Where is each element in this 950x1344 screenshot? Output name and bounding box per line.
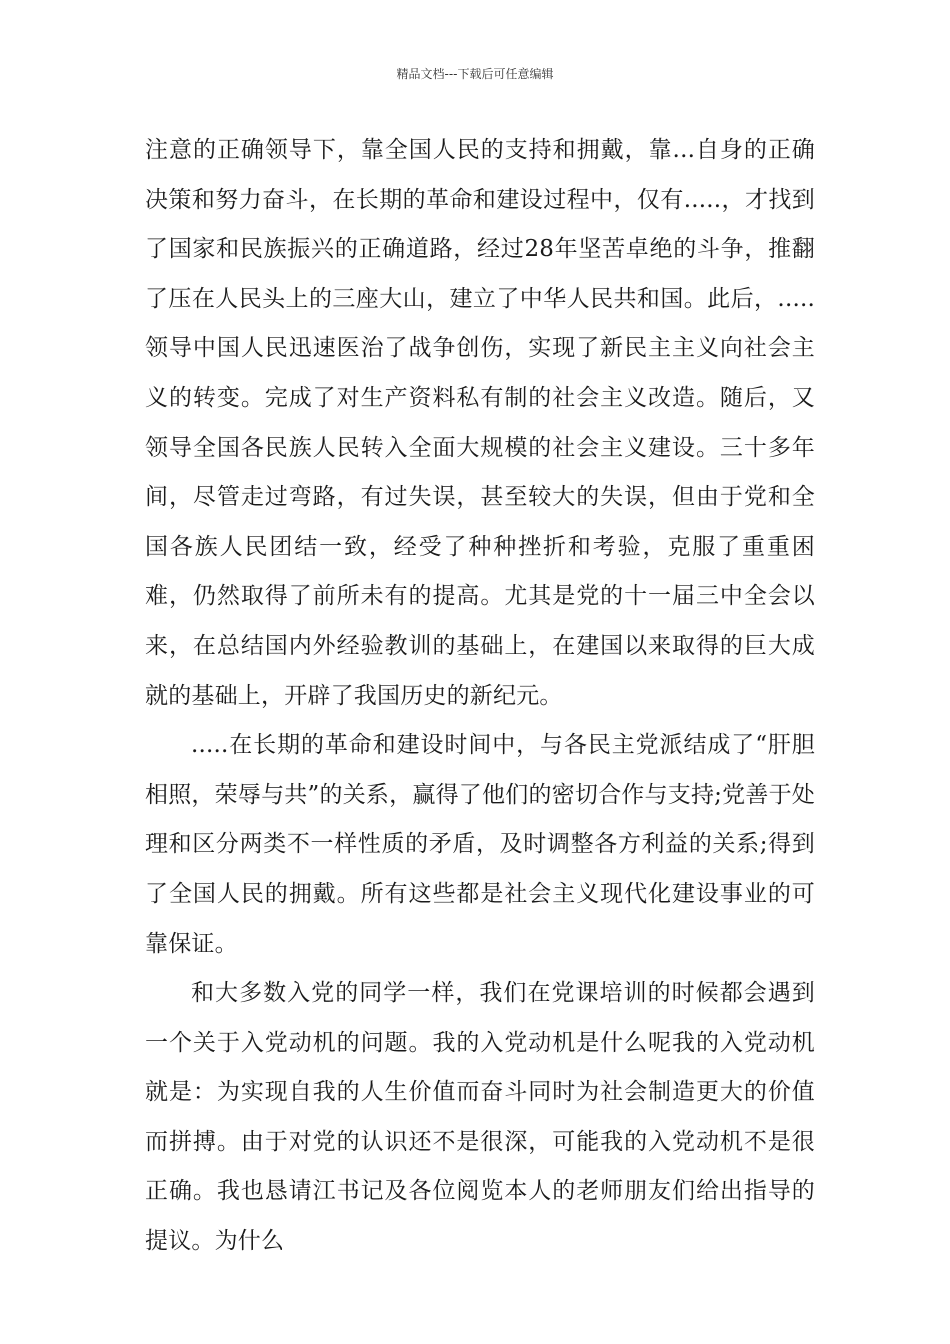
paragraph-2: .....在长期的革命和建设时间中，与各民主党派结成了“肝胆相照，荣辱与共”的关系，赢得了他们的密切合作与支持;党善于处理和区分两类不一样性质的矛盾，及时调整各方利益的关系;得到了全国人民的拥戴。所有这些都是社会主义现代化建设事业的可靠保证。 xyxy=(145,732,815,957)
page-header: 精品文档---下载后可任意编辑 xyxy=(396,67,554,81)
paragraph-3: 和大多数入党的同学一样，我们在党课培训的时候都会遇到一个关于入党动机的问题。我的入党动机是什么呢我的入党动机就是：为实现自我的人生价值而奋斗同时为社会制造更大的价值而拼搏。由于对党的认识还不是很深，可能我的入党动机不是很正确。我也恳请江书记及各位阅览本人的老师朋友们给出指导的提议。为什么 xyxy=(145,980,815,1255)
document-body xyxy=(145,126,815,1267)
paragraph-1: 注意的正确领导下，靠全国人民的支持和拥戴，靠...自身的正确决策和努力奋斗，在长期的革命和建设过程中，仅有.....，才找到了国家和民族振兴的正确道路，经过28年坚苦卓绝的斗争，推翻了压在人民头上的三座大山，建立了中华人民共和国。此后，.....领导中国人民迅速医治了战争创伤，实现了新民主主义向社会主义的转变。完成了对生产资料私有制的社会主义改造。随后，又领导全国各民族人民转入全面大规模的社会主义建设。三十多年间，尽管走过弯路，有过失误，甚至较大的失误，但由于党和全国各族人民团结一致，经受了种种挫折和考验，克服了重重困难，仍然取得了前所未有的提高。尤其是党的十一届三中全会以来，在总结国内外经验教训的基础上，在建国以来取得的巨大成就的基础上，开辟了我国历史的新纪元。 xyxy=(145,137,815,709)
